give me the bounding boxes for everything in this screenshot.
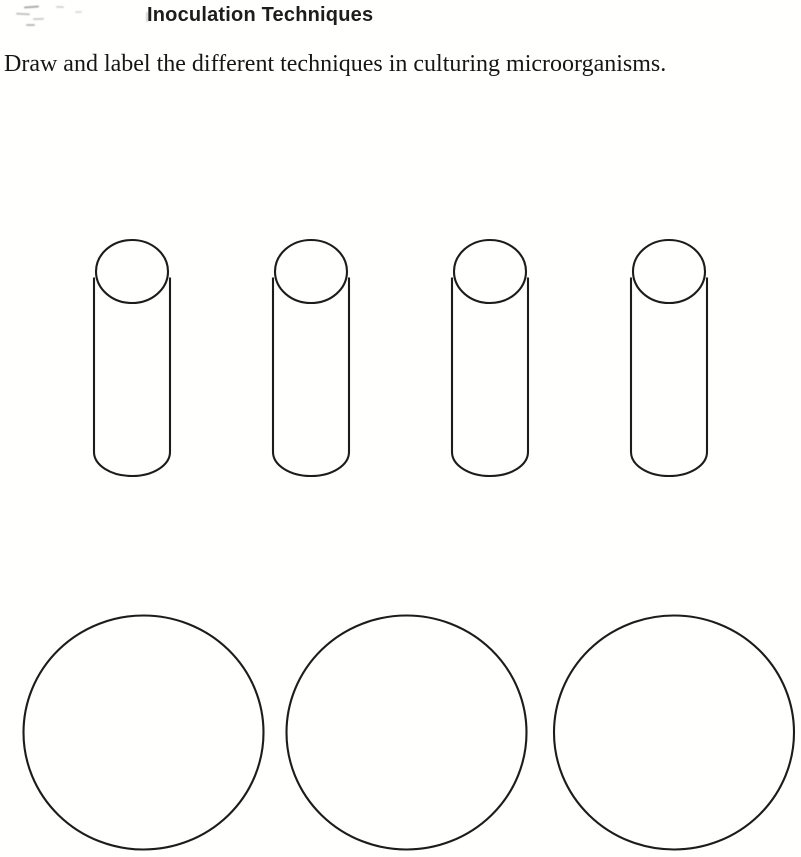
test-tube-opening [454,240,526,303]
petri-dish-outlines [24,616,795,850]
test-tube-opening [96,240,168,303]
test-tube-outlines [94,240,707,476]
page-title: Inoculation Techniques [147,4,374,26]
instruction-text: Draw and label the different techniques in culturing microorganisms. [4,51,667,77]
test-tube-opening [275,240,347,303]
test-tube-body [94,278,170,477]
petri-dish [554,616,794,850]
test-tube-opening [633,240,705,303]
petri-dish [287,616,527,850]
test-tube-body [273,278,349,477]
test-tube-body [631,278,707,477]
test-tube-body [452,278,528,477]
petri-dish [24,616,264,850]
